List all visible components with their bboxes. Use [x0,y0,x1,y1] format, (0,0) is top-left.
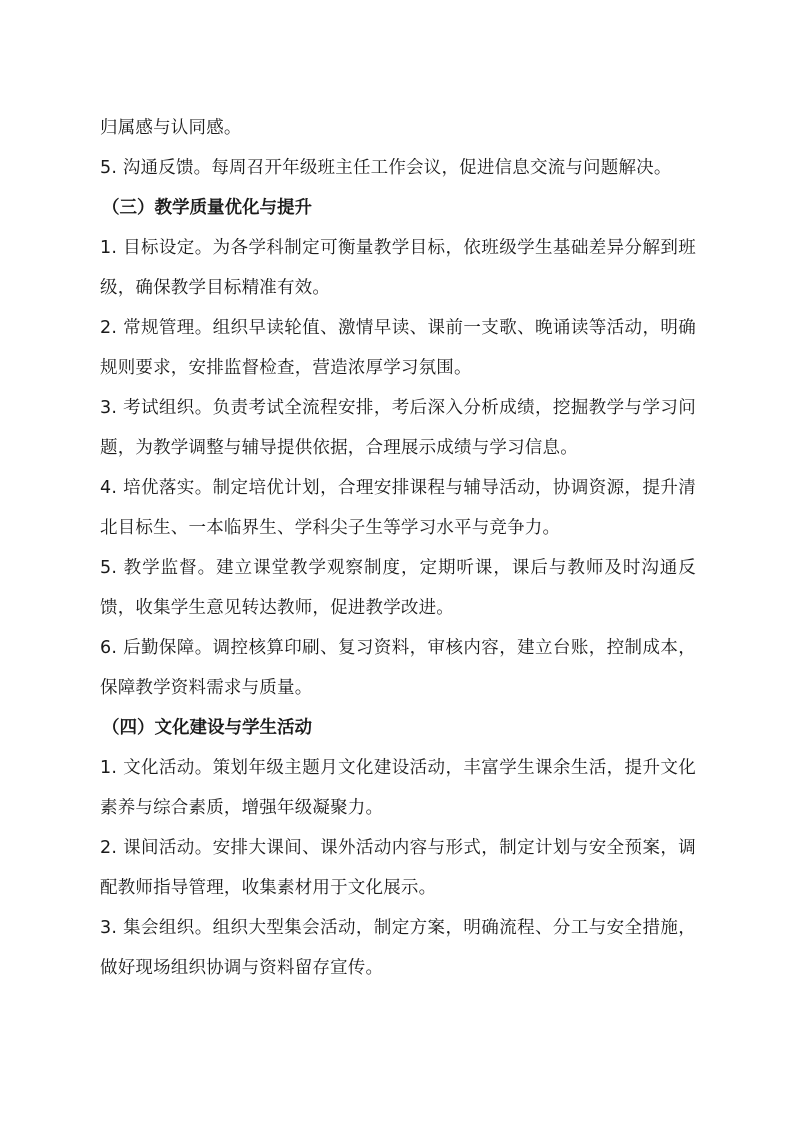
paragraph: 3. 集会组织。组织大型集会活动，制定方案，明确流程、分工与安全措施，做好现场组织协调与资料留存宣传。 [100,918,696,978]
section-heading: （四）文化建设与学生活动 [102,718,312,738]
paragraph: 2. 课间活动。安排大课间、课外活动内容与形式，制定计划与安全预案，调配教师指导管理，收集素材用于文化展示。 [100,838,696,898]
paragraph: 5. 教学监督。建立课堂教学观察制度，定期听课，课后与教师及时沟通反馈，收集学生意见转达教师，促进教学改进。 [100,558,696,618]
paragraph: 5. 沟通反馈。每周召开年级班主任工作会议，促进信息交流与问题解决。 [100,158,672,178]
paragraph: 2. 常规管理。组织早读轮值、激情早读、课前一支歌、晚诵读等活动，明确规则要求，安排监督检查，营造浓厚学习氛围。 [100,318,696,378]
paragraph: 1. 目标设定。为各学科制定可衡量教学目标，依班级学生基础差异分解到班级，确保教学目标精准有效。 [100,238,696,298]
paragraph: 归属感与认同感。 [100,118,242,138]
section-heading: （三）教学质量优化与提升 [102,198,312,218]
paragraph: 3. 考试组织。负责考试全流程安排，考后深入分析成绩，挖掘教学与学习问题，为教学调整与辅导提供依据，合理展示成绩与学习信息。 [100,398,696,458]
document-page [100,108,696,988]
paragraph: 1. 文化活动。策划年级主题月文化建设活动，丰富学生课余生活，提升文化素养与综合素质，增强年级凝聚力。 [100,758,696,818]
paragraph: 6. 后勤保障。调控核算印刷、复习资料，审核内容，建立台账，控制成本，保障教学资料需求与质量。 [100,638,696,698]
paragraph: 4. 培优落实。制定培优计划，合理安排课程与辅导活动，协调资源，提升清北目标生、一本临界生、学科尖子生等学习水平与竞争力。 [100,478,696,538]
